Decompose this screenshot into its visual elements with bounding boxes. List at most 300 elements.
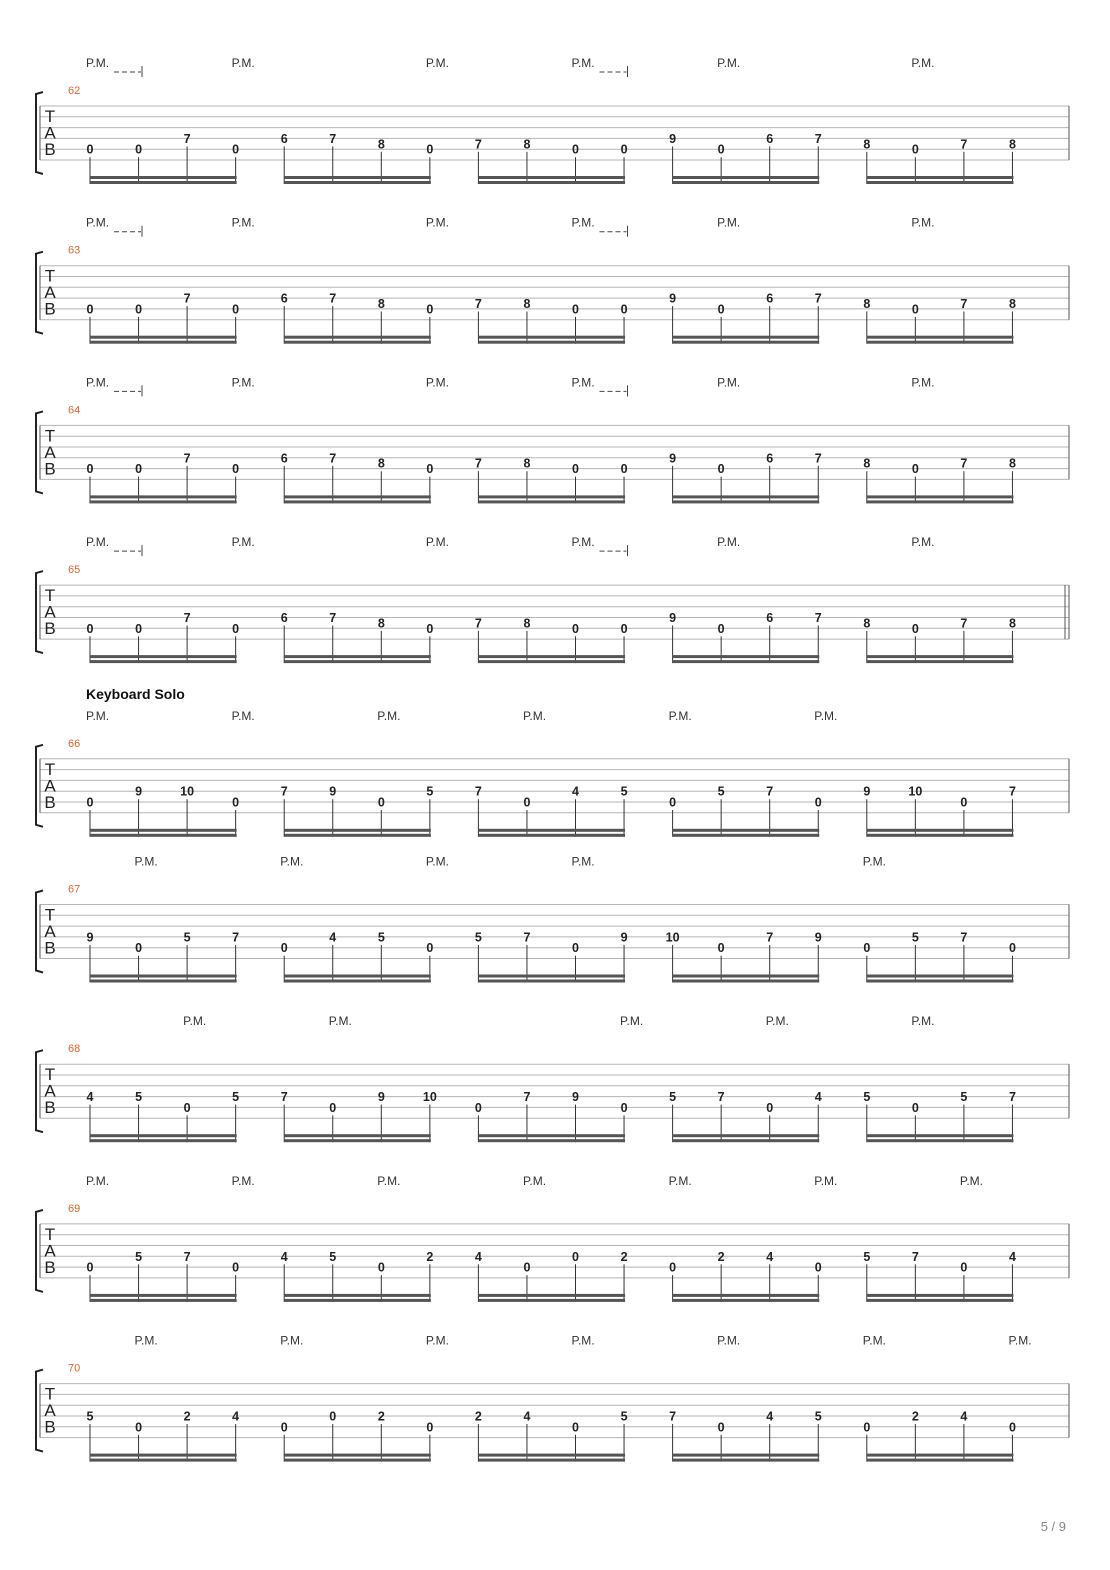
tab-clef-letter: B xyxy=(44,1098,56,1118)
fret-number: 2 xyxy=(377,1409,385,1424)
fret-number: 8 xyxy=(523,456,531,471)
fret-number: 7 xyxy=(329,611,337,625)
beam xyxy=(867,336,1014,339)
fret-number: 0 xyxy=(814,795,822,810)
beam xyxy=(673,1134,820,1137)
fret-number: 8 xyxy=(377,137,385,152)
beam xyxy=(673,500,820,503)
fret-number: 0 xyxy=(232,142,240,157)
fret-number: 0 xyxy=(135,142,143,157)
fret-number: 0 xyxy=(86,302,94,317)
fret-number: 9 xyxy=(572,1090,579,1105)
beam xyxy=(867,1294,1014,1297)
fret-number: 8 xyxy=(863,297,871,311)
beam xyxy=(90,1294,237,1297)
fret-number: 0 xyxy=(911,302,919,317)
fret-number: 7 xyxy=(329,291,337,306)
palm-mute-mark: P.M. xyxy=(231,535,255,550)
palm-mute-mark: P.M. xyxy=(377,1173,401,1188)
fret-number: 0 xyxy=(572,941,579,956)
measure-number: 69 xyxy=(68,1202,81,1215)
palm-mute-mark: P.M. xyxy=(911,535,935,550)
fret-number: 2 xyxy=(911,1409,919,1424)
beam xyxy=(478,1139,625,1142)
beam xyxy=(478,834,625,837)
fret-number: 9 xyxy=(620,930,628,945)
beam xyxy=(867,1459,1014,1462)
tab-clef-letter: T xyxy=(44,586,56,606)
fret-number: 0 xyxy=(669,795,677,810)
beam xyxy=(867,1299,1014,1302)
palm-mute-mark: P.M. xyxy=(86,535,110,550)
palm-mute-mark: P.M. xyxy=(571,854,595,869)
fret-number: 5 xyxy=(232,1090,240,1105)
tab-clef-letter: T xyxy=(44,905,56,925)
beam xyxy=(673,834,820,837)
fret-number: 7 xyxy=(523,1090,531,1105)
tab-clef-letter: T xyxy=(44,107,56,126)
fret-number: 0 xyxy=(135,941,143,956)
beam xyxy=(90,341,237,344)
fret-number: 7 xyxy=(474,297,482,311)
fret-number: 9 xyxy=(863,784,871,799)
tab-clef-letter: A xyxy=(44,1081,56,1101)
tab-clef-letter: B xyxy=(44,792,56,812)
fret-number: 6 xyxy=(280,131,288,146)
beam xyxy=(478,1459,625,1462)
fret-number: 7 xyxy=(814,451,822,466)
fret-number: 9 xyxy=(669,451,677,466)
beam xyxy=(867,1139,1014,1142)
palm-mute-mark: P.M. xyxy=(717,215,741,230)
palm-mute-mark: P.M. xyxy=(86,375,110,390)
fret-number: 0 xyxy=(620,1100,628,1115)
fret-number: 0 xyxy=(620,142,628,157)
fret-number: 7 xyxy=(474,137,482,152)
palm-mute-mark: P.M. xyxy=(280,854,304,869)
beam xyxy=(867,660,1014,663)
fret-number: 2 xyxy=(474,1409,482,1424)
fret-number: 0 xyxy=(135,462,143,477)
beam xyxy=(284,1134,431,1137)
beam xyxy=(673,1454,820,1457)
fret-number: 0 xyxy=(669,1260,677,1275)
fret-number: 4 xyxy=(1008,1249,1016,1264)
fret-number: 7 xyxy=(280,784,288,799)
palm-mute-mark: P.M. xyxy=(522,708,547,723)
beam xyxy=(478,341,625,344)
fret-number: 0 xyxy=(183,1100,191,1115)
fret-number: 9 xyxy=(329,784,337,799)
fret-number: 7 xyxy=(1008,1090,1016,1105)
fret-number: 7 xyxy=(280,1090,288,1105)
fret-number: 0 xyxy=(86,795,94,810)
beam xyxy=(867,181,1014,184)
fret-number: 7 xyxy=(183,611,191,625)
tab-clef-letter: B xyxy=(44,459,56,479)
palm-mute-mark: P.M. xyxy=(911,215,935,230)
fret-number: 0 xyxy=(717,142,725,157)
fret-number: 0 xyxy=(135,1420,143,1435)
beam xyxy=(284,975,431,978)
palm-mute-mark: P.M. xyxy=(717,56,741,70)
fret-number: 5 xyxy=(814,1409,822,1424)
fret-number: 0 xyxy=(1008,1420,1016,1435)
page-number: 5 / 9 xyxy=(1040,1519,1066,1534)
fret-number: 0 xyxy=(911,142,919,157)
fret-number: 0 xyxy=(572,462,579,477)
beam xyxy=(90,655,237,658)
beam xyxy=(478,980,625,983)
beam xyxy=(673,495,820,498)
fret-number: 0 xyxy=(572,1249,579,1264)
fret-number: 7 xyxy=(960,137,968,152)
fret-number: 0 xyxy=(523,795,531,810)
fret-number: 7 xyxy=(183,131,191,146)
fret-number: 0 xyxy=(377,795,385,810)
fret-number: 8 xyxy=(863,616,871,631)
palm-mute-mark: P.M. xyxy=(571,375,595,390)
fret-number: 5 xyxy=(863,1090,871,1105)
fret-number: 7 xyxy=(960,930,968,945)
palm-mute-mark: P.M. xyxy=(668,1173,692,1188)
palm-mute-mark: P.M. xyxy=(231,375,255,390)
fret-number: 0 xyxy=(572,142,579,157)
fret-number: 0 xyxy=(960,1260,968,1275)
beam xyxy=(673,829,820,832)
beam xyxy=(90,336,237,339)
fret-number: 7 xyxy=(474,456,482,471)
fret-number: 6 xyxy=(766,291,774,306)
tab-clef-letter: A xyxy=(44,1241,56,1261)
beam xyxy=(284,1454,431,1457)
fret-number: 4 xyxy=(474,1249,482,1264)
beam xyxy=(90,1139,237,1142)
fret-number: 0 xyxy=(280,1420,288,1435)
beam xyxy=(284,980,431,983)
fret-number: 0 xyxy=(717,462,725,477)
fret-number: 9 xyxy=(86,930,94,945)
fret-number: 7 xyxy=(766,930,774,945)
beam xyxy=(90,176,237,179)
fret-number: 8 xyxy=(1008,456,1016,471)
palm-mute-mark: P.M. xyxy=(571,535,595,550)
tab-clef-letter: A xyxy=(44,442,56,462)
palm-mute-mark: P.M. xyxy=(86,56,110,70)
palm-mute-mark: P.M. xyxy=(425,535,449,550)
palm-mute-mark: P.M. xyxy=(134,854,158,869)
beam xyxy=(478,1454,625,1457)
fret-number: 8 xyxy=(863,137,871,152)
section-label: Keyboard Solo xyxy=(86,685,185,702)
tab-clef-letter: T xyxy=(44,759,56,779)
fret-number: 7 xyxy=(1008,784,1016,799)
fret-number: 7 xyxy=(183,1249,191,1264)
beam xyxy=(284,176,431,179)
beam xyxy=(90,975,237,978)
beam xyxy=(284,1299,431,1302)
fret-number: 6 xyxy=(766,611,774,625)
fret-number: 0 xyxy=(911,462,919,477)
beam xyxy=(673,1459,820,1462)
beam xyxy=(673,660,820,663)
fret-number: 2 xyxy=(620,1249,628,1264)
beam xyxy=(90,660,237,663)
fret-number: 9 xyxy=(814,930,822,945)
fret-number: 8 xyxy=(523,137,531,152)
fret-number: 5 xyxy=(717,784,725,799)
fret-number: 7 xyxy=(474,784,482,799)
beam xyxy=(478,336,625,339)
fret-number: 4 xyxy=(766,1409,774,1424)
fret-number: 5 xyxy=(911,930,919,945)
palm-mute-mark: P.M. xyxy=(231,215,255,230)
tab-clef-letter: T xyxy=(44,1384,56,1404)
tab-clef-letter: B xyxy=(44,619,56,639)
fret-number: 9 xyxy=(669,131,677,146)
measure-number: 62 xyxy=(68,85,81,97)
palm-mute-mark: P.M. xyxy=(86,1173,110,1188)
fret-number: 7 xyxy=(814,131,822,146)
fret-number: 7 xyxy=(183,451,191,466)
fret-number: 0 xyxy=(474,1100,482,1115)
fret-number: 6 xyxy=(280,291,288,306)
fret-number: 0 xyxy=(426,462,434,477)
beam xyxy=(90,1299,237,1302)
fret-number: 9 xyxy=(135,784,143,799)
fret-number: 0 xyxy=(86,462,94,477)
fret-number: 7 xyxy=(717,1090,725,1105)
fret-number: 2 xyxy=(426,1249,434,1264)
beam xyxy=(284,829,431,832)
fret-number: 4 xyxy=(523,1409,531,1424)
fret-number: 0 xyxy=(86,1260,94,1275)
beam xyxy=(90,495,237,498)
beam xyxy=(867,655,1014,658)
fret-number: 0 xyxy=(426,142,434,157)
palm-mute-mark: P.M. xyxy=(231,56,255,70)
fret-number: 6 xyxy=(280,611,288,625)
fret-number: 7 xyxy=(474,616,482,631)
palm-mute-mark: P.M. xyxy=(959,1173,984,1188)
tab-clef-letter: B xyxy=(44,1417,56,1437)
measure-number: 64 xyxy=(68,404,81,417)
beam xyxy=(284,1139,431,1142)
fret-number: 10 xyxy=(908,784,923,799)
fret-number: 0 xyxy=(377,1260,385,1275)
palm-mute-mark: P.M. xyxy=(183,1014,207,1029)
fret-number: 7 xyxy=(814,291,822,306)
fret-number: 5 xyxy=(669,1090,677,1105)
fret-number: 0 xyxy=(426,302,434,317)
measure-number: 68 xyxy=(68,1043,81,1056)
fret-number: 0 xyxy=(329,1100,337,1115)
beam xyxy=(478,176,625,179)
beam xyxy=(673,1139,820,1142)
fret-number: 7 xyxy=(766,784,774,799)
measure-number: 66 xyxy=(68,737,81,750)
measure-number: 70 xyxy=(68,1362,81,1375)
beam xyxy=(867,829,1014,832)
fret-number: 8 xyxy=(1008,616,1016,631)
palm-mute-mark: P.M. xyxy=(717,375,741,390)
fret-number: 2 xyxy=(183,1409,191,1424)
tab-clef-letter: A xyxy=(44,602,56,622)
beam xyxy=(478,655,625,658)
fret-number: 6 xyxy=(766,451,774,466)
tab-clef-letter: A xyxy=(44,776,56,796)
fret-number: 0 xyxy=(1008,941,1016,956)
fret-number: 8 xyxy=(1008,137,1016,152)
beam xyxy=(867,1454,1014,1457)
fret-number: 2 xyxy=(717,1249,725,1264)
palm-mute-mark: P.M. xyxy=(425,854,449,869)
fret-number: 0 xyxy=(717,302,725,317)
beam xyxy=(673,176,820,179)
beam xyxy=(478,829,625,832)
fret-number: 0 xyxy=(232,462,240,477)
fret-number: 7 xyxy=(814,611,822,625)
tab-clef-letter: T xyxy=(44,426,56,446)
palm-mute-mark: P.M. xyxy=(717,535,741,550)
fret-number: 5 xyxy=(86,1409,94,1424)
beam xyxy=(284,655,431,658)
beam xyxy=(478,1294,625,1297)
beam xyxy=(478,660,625,663)
fret-number: 9 xyxy=(669,611,677,625)
tab-clef-letter: B xyxy=(44,299,56,319)
fret-number: 0 xyxy=(426,1420,434,1435)
fret-number: 6 xyxy=(280,451,288,466)
fret-number: 4 xyxy=(572,784,579,799)
fret-number: 4 xyxy=(814,1090,822,1105)
palm-mute-mark: P.M. xyxy=(1008,1333,1032,1348)
fret-number: 0 xyxy=(766,1100,774,1115)
palm-mute-mark: P.M. xyxy=(134,1333,158,1348)
palm-mute-mark: P.M. xyxy=(668,708,692,723)
fret-number: 0 xyxy=(232,1260,240,1275)
fret-number: 7 xyxy=(329,451,337,466)
fret-number: 0 xyxy=(232,795,240,810)
palm-mute-mark: P.M. xyxy=(911,56,935,70)
beam xyxy=(478,500,625,503)
fret-number: 5 xyxy=(377,930,385,945)
fret-number: 0 xyxy=(426,621,434,636)
tab-clef-letter: A xyxy=(44,1401,56,1421)
fret-number: 0 xyxy=(620,621,628,636)
fret-number: 0 xyxy=(135,621,143,636)
fret-number: 5 xyxy=(474,930,482,945)
fret-number: 8 xyxy=(377,616,385,631)
beam xyxy=(90,1459,237,1462)
palm-mute-mark: P.M. xyxy=(328,1014,352,1029)
palm-mute-mark: P.M. xyxy=(862,1333,886,1348)
tab-clef-letter: B xyxy=(44,140,56,159)
tab-clef-letter: B xyxy=(44,1257,56,1277)
palm-mute-mark: P.M. xyxy=(765,1014,789,1029)
fret-number: 0 xyxy=(863,941,871,956)
fret-number: 0 xyxy=(572,302,579,317)
beam xyxy=(478,1134,625,1137)
fret-number: 5 xyxy=(620,784,628,799)
fret-number: 0 xyxy=(911,1100,919,1115)
fret-number: 0 xyxy=(232,302,240,317)
beam xyxy=(284,660,431,663)
palm-mute-mark: P.M. xyxy=(571,56,595,70)
fret-number: 0 xyxy=(717,1420,725,1435)
fret-number: 7 xyxy=(183,291,191,306)
beam xyxy=(90,980,237,983)
fret-number: 5 xyxy=(960,1090,968,1105)
beam xyxy=(673,1294,820,1297)
beam xyxy=(867,176,1014,179)
tab-clef-letter: B xyxy=(44,938,56,958)
beam xyxy=(673,655,820,658)
fret-number: 4 xyxy=(232,1409,240,1424)
fret-number: 0 xyxy=(86,621,94,636)
beam xyxy=(284,341,431,344)
palm-mute-mark: P.M. xyxy=(911,375,935,390)
beam xyxy=(284,495,431,498)
fret-number: 7 xyxy=(669,1409,677,1424)
fret-number: 5 xyxy=(183,930,191,945)
fret-number: 5 xyxy=(863,1249,871,1264)
fret-number: 0 xyxy=(960,795,968,810)
palm-mute-mark: P.M. xyxy=(425,215,449,230)
fret-number: 4 xyxy=(766,1249,774,1264)
tab-clef-letter: A xyxy=(44,123,56,143)
beam xyxy=(478,181,625,184)
beam xyxy=(284,500,431,503)
beam xyxy=(673,341,820,344)
palm-mute-mark: P.M. xyxy=(377,708,401,723)
fret-number: 7 xyxy=(960,297,968,311)
palm-mute-mark: P.M. xyxy=(911,1014,935,1029)
measure-number: 65 xyxy=(68,564,81,577)
beam xyxy=(284,181,431,184)
fret-number: 5 xyxy=(620,1409,628,1424)
palm-mute-mark: P.M. xyxy=(814,1173,838,1188)
fret-number: 0 xyxy=(135,302,143,317)
fret-number: 7 xyxy=(960,456,968,471)
beam xyxy=(90,500,237,503)
fret-number: 0 xyxy=(232,621,240,636)
beam xyxy=(90,1454,237,1457)
fret-number: 10 xyxy=(180,784,195,799)
beam xyxy=(673,980,820,983)
fret-number: 9 xyxy=(669,291,677,306)
fret-number: 0 xyxy=(329,1409,337,1424)
beam xyxy=(867,980,1014,983)
beam xyxy=(673,336,820,339)
beam xyxy=(867,834,1014,837)
beam xyxy=(478,1299,625,1302)
fret-number: 7 xyxy=(911,1249,919,1264)
beam xyxy=(478,495,625,498)
palm-mute-mark: P.M. xyxy=(86,708,110,723)
fret-number: 0 xyxy=(523,1260,531,1275)
palm-mute-mark: P.M. xyxy=(425,1333,449,1348)
fret-number: 0 xyxy=(86,142,94,157)
fret-number: 0 xyxy=(620,302,628,317)
palm-mute-mark: P.M. xyxy=(814,708,838,723)
beam xyxy=(867,1134,1014,1137)
fret-number: 8 xyxy=(1008,297,1016,311)
beam xyxy=(284,834,431,837)
palm-mute-mark: P.M. xyxy=(522,1173,547,1188)
fret-number: 4 xyxy=(960,1409,968,1424)
fret-number: 4 xyxy=(329,930,337,945)
